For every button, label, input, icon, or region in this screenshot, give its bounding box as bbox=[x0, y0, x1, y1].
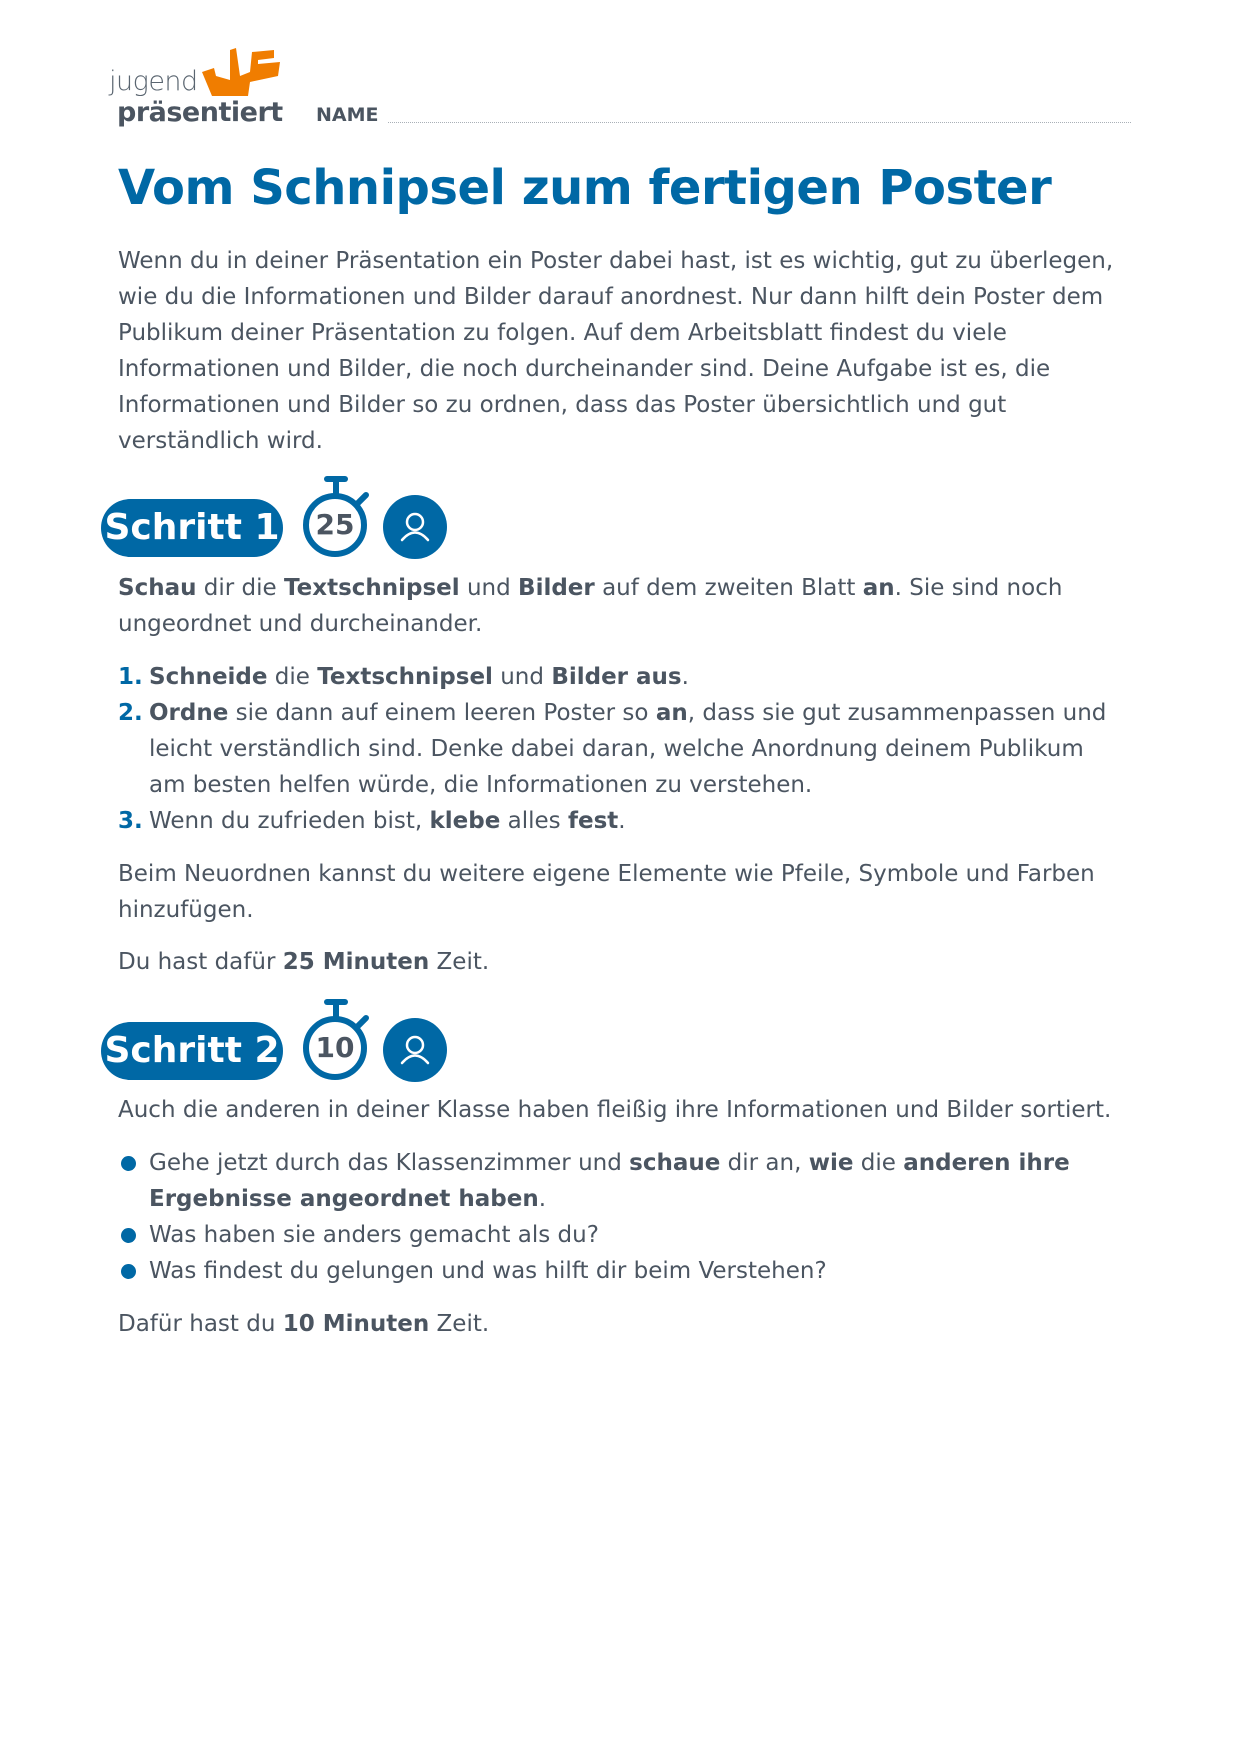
text: dir an, bbox=[720, 1150, 809, 1176]
text: Zeit. bbox=[429, 949, 490, 975]
step-1-list bbox=[118, 659, 1118, 839]
step-1-time bbox=[118, 944, 1118, 980]
list-item bbox=[118, 803, 1118, 839]
step-1-badge: Schritt 1 bbox=[101, 499, 283, 557]
text: . bbox=[618, 808, 626, 834]
text: Wenn du zufrieden bist, bbox=[149, 808, 430, 834]
bold-text: anderen ihre Ergebnisse angeordnet haben bbox=[149, 1150, 1070, 1212]
bold-text: an bbox=[655, 700, 688, 726]
person-icon bbox=[383, 495, 447, 559]
text: . bbox=[538, 1186, 547, 1212]
bold-text: klebe bbox=[429, 808, 501, 834]
text: , dass sie gut zusammenpassen und leicht verständlich sind. Denke dabei daran, welche Anordnung deinem Publikum am besten helfen würde, die Informationen zu verstehen. bbox=[149, 700, 1107, 798]
step-2-badge: Schritt 2 bbox=[101, 1022, 283, 1080]
bold-text: Ordne bbox=[149, 700, 229, 726]
logo-text-praesentiert: präsentiert bbox=[117, 97, 283, 128]
bullet-icon bbox=[121, 1156, 136, 1171]
bold-text: Schau bbox=[118, 575, 197, 601]
name-label: NAME bbox=[316, 104, 379, 126]
list-item bbox=[118, 659, 1118, 695]
text: . bbox=[681, 664, 689, 690]
bold-text: fest bbox=[567, 808, 619, 834]
bold-text: 25 Minuten bbox=[282, 949, 430, 975]
logo-text-jugend: jugend bbox=[109, 66, 198, 97]
text: . Sie sind noch ungeordnet und durcheinander. bbox=[118, 575, 1063, 637]
stopwatch-icon bbox=[302, 999, 374, 1079]
text: Zeit. bbox=[429, 1311, 490, 1337]
list-item bbox=[118, 1145, 1118, 1217]
list-number: 3. bbox=[118, 808, 143, 834]
list-item bbox=[118, 1217, 1118, 1253]
person-icon bbox=[383, 1018, 447, 1082]
bold-text: Schneide bbox=[149, 664, 268, 690]
step-1-intro bbox=[118, 570, 1118, 642]
bold-text: 10 Minuten bbox=[282, 1311, 430, 1337]
page-title: Vom Schnipsel zum fertigen Poster bbox=[118, 160, 1052, 216]
bold-text: Bilder aus bbox=[551, 664, 682, 690]
text: auf dem zweiten Blatt bbox=[594, 575, 863, 601]
bold-text: an bbox=[862, 575, 895, 601]
bold-text: schaue bbox=[629, 1150, 721, 1176]
intro-paragraph: Wenn du in deiner Präsentation ein Poster dabei hast, ist es wichtig, gut zu überlegen, wie du die Informationen und Bilder darauf anordnest. Nur dann hilft dein Poster dem Publikum deiner Präsentation zu folgen. Auf dem Arbeitsblatt findest du viele Informationen und Bilder, die noch durcheinander sind. Deine Aufgabe ist es, die Informationen und Bilder so zu ordnen, dass das Poster übersichtlich und gut verständlich wird. bbox=[118, 248, 1114, 454]
text: alles bbox=[500, 808, 568, 834]
bullet-icon bbox=[121, 1264, 136, 1279]
bold-text: Textschnipsel bbox=[317, 664, 493, 690]
step-2-intro: Auch die anderen in deiner Klasse haben fleißig ihre Informationen und Bilder sortiert. bbox=[118, 1097, 1112, 1123]
text: und bbox=[492, 664, 552, 690]
bullet-icon bbox=[121, 1228, 136, 1243]
bold-text: wie bbox=[808, 1150, 854, 1176]
text: dir die bbox=[196, 575, 284, 601]
text: Was haben sie anders gemacht als du? bbox=[149, 1222, 599, 1248]
text: Was findest du gelungen und was hilft dir beim Verstehen? bbox=[149, 1258, 827, 1284]
text: sie dann auf einem leeren Poster so bbox=[228, 700, 656, 726]
logo-mark-icon bbox=[200, 46, 284, 98]
bold-text: Bilder bbox=[518, 575, 595, 601]
list-number: 2. bbox=[118, 700, 143, 726]
step-1-minutes: 25 bbox=[315, 508, 355, 541]
text: Gehe jetzt durch das Klassenzimmer und bbox=[149, 1150, 630, 1176]
list-item bbox=[118, 1253, 1118, 1289]
step-2-list bbox=[118, 1145, 1118, 1289]
bold-text: Textschnipsel bbox=[284, 575, 460, 601]
step-2-time bbox=[118, 1306, 1118, 1342]
list-number: 1. bbox=[118, 664, 143, 690]
text: die bbox=[853, 1150, 904, 1176]
text: die bbox=[267, 664, 318, 690]
step-2-minutes: 10 bbox=[315, 1031, 355, 1064]
text: Dafür hast du bbox=[118, 1311, 283, 1337]
stopwatch-icon bbox=[302, 476, 374, 556]
step-1-note: Beim Neuordnen kannst du weitere eigene Elemente wie Pfeile, Symbole und Farben hinzufügen. bbox=[118, 861, 1095, 923]
name-input-line[interactable] bbox=[388, 122, 1131, 123]
text: Du hast dafür bbox=[118, 949, 283, 975]
text: und bbox=[459, 575, 519, 601]
list-item bbox=[118, 695, 1118, 803]
